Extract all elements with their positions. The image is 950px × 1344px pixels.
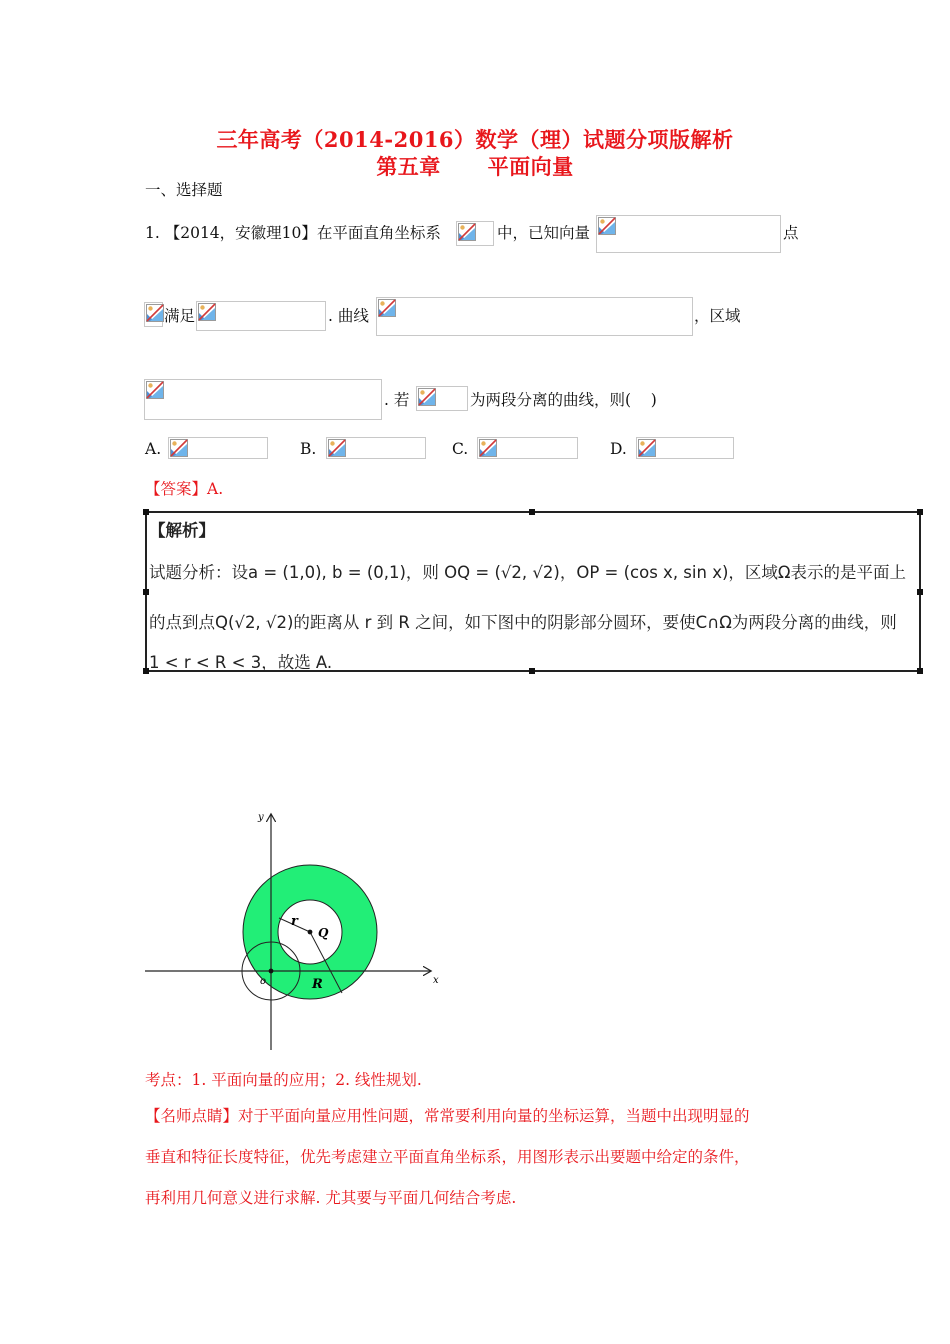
- annulus-figure: [140, 800, 450, 1060]
- broken-image-icon: [458, 223, 476, 241]
- r-label: r: [291, 914, 298, 929]
- kaodian: 考点：1. 平面向量的应用；2. 线性规划.: [145, 1071, 422, 1089]
- formula-image: [196, 301, 326, 331]
- broken-image-icon: [328, 439, 346, 457]
- tip-line: 垂直和特征长度特征，优先考虑建立平面直角坐标系，用图形表示出要题中给定的条件，: [145, 1148, 750, 1166]
- chapter-title: 第五章 平面向量: [376, 154, 574, 179]
- solution-line: 试题分析：设a = (1,0), b = (0,1)，则 OQ = (√2, √2)，OP = (cos x, sin x)，区域Ω表示的是平面上: [149, 563, 907, 582]
- option-b-image: [326, 437, 426, 459]
- origin-label: o: [260, 976, 267, 987]
- question-text: . 曲线: [328, 307, 369, 325]
- broken-image-icon: [170, 439, 188, 457]
- formula-image: [596, 215, 781, 253]
- option-a-label: A.: [145, 440, 162, 458]
- question-text: . 若: [384, 391, 410, 409]
- broken-image-icon: [598, 217, 616, 235]
- y-label: y: [258, 812, 264, 823]
- tip-line: 再利用几何意义进行求解. 尤其要与平面几何结合考虑.: [145, 1189, 517, 1207]
- option-d-label: D.: [610, 440, 627, 458]
- broken-image-icon: [479, 439, 497, 457]
- solution-line: 1 < r < R < 3，故选 A.: [149, 653, 333, 672]
- option-a-image: [168, 437, 268, 459]
- x-label: x: [433, 975, 439, 986]
- question-text: 点: [783, 224, 799, 242]
- formula-image: [376, 297, 693, 336]
- option-b-label: B.: [300, 440, 317, 458]
- answer: 【答案】A.: [145, 480, 224, 498]
- origin-point: [269, 969, 274, 974]
- R-label: R: [312, 977, 323, 992]
- broken-image-icon: [638, 439, 656, 457]
- formula-image: [416, 386, 468, 411]
- solution-line: 的点到点Q(√2, √2)的距离从 r 到 R 之间，如下图中的阴影部分圆环，要使C∩Ω为两段分离的曲线，则: [149, 613, 897, 632]
- page-title: 三年高考（2014-2016）数学（理）试题分项版解析: [216, 127, 734, 152]
- option-c-label: C.: [452, 440, 469, 458]
- option-d-image: [636, 437, 734, 459]
- question-text: 满足: [164, 307, 196, 325]
- solution-heading: 【解析】: [149, 521, 215, 540]
- section-label: 一、选择题: [145, 181, 223, 199]
- q-label: Q: [318, 926, 329, 940]
- broken-image-icon: [146, 381, 164, 399]
- option-c-image: [477, 437, 578, 459]
- question-lead: 1. 【2014，安徽理10】在平面直角坐标系: [145, 224, 441, 242]
- formula-image: [144, 379, 382, 420]
- question-text: ，区域: [694, 307, 741, 325]
- broken-image-icon: [198, 303, 216, 321]
- question-text: 中，已知向量: [497, 224, 591, 242]
- question-text: 为两段分离的曲线，则( ): [470, 391, 657, 409]
- formula-image: [144, 302, 163, 327]
- formula-image: [456, 221, 494, 246]
- broken-image-icon: [146, 304, 164, 322]
- broken-image-icon: [418, 388, 436, 406]
- broken-image-icon: [378, 299, 396, 317]
- solution-box: [145, 511, 921, 672]
- center-q-point: [308, 930, 313, 935]
- tip-line: 【名师点睛】对于平面向量应用性问题，常常要利用向量的坐标运算，当题中出现明显的: [145, 1107, 750, 1125]
